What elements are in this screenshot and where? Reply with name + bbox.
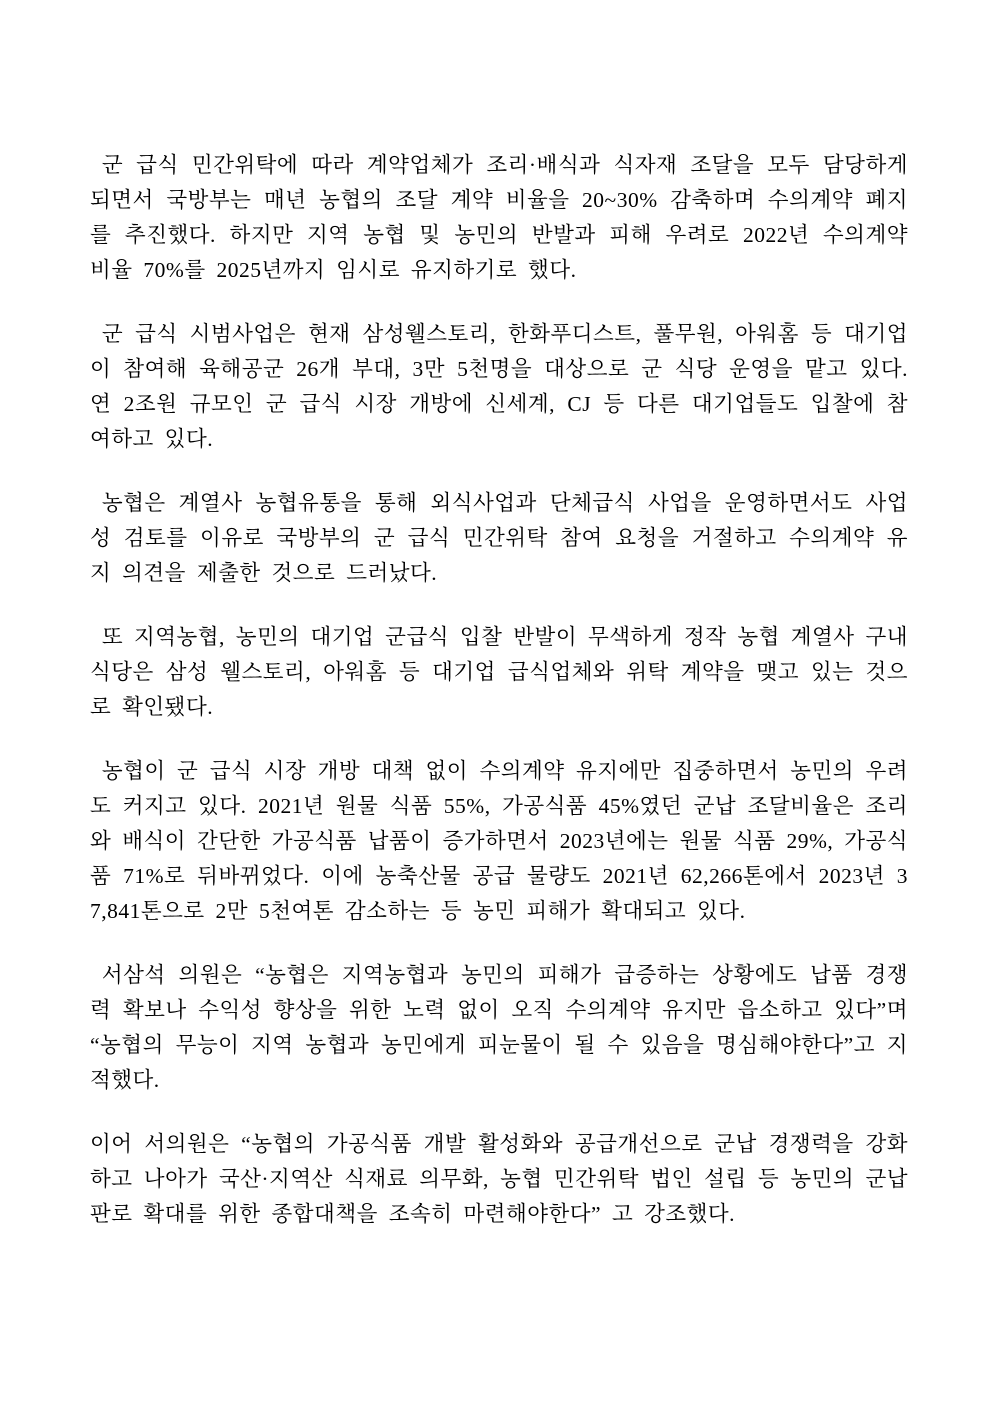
paragraph-6: 서삼석 의원은 “농협은 지역농협과 농민의 피해가 급증하는 상황에도 납품 경쟁력 확보나 수익성 향상을 위한 노력 없이 오직 수의계약 유지만 읍소하고 있다”며 “농협의 무능이 지역 농협과 농민에게 피눈물이 될 수 있음을 명심해야한다”고 지적했다. (90, 963, 908, 1092)
paragraph-4: 또 지역농협, 농민의 대기업 군급식 입찰 반발이 무색하게 정작 농협 계열사 구내식당은 삼성 웰스토리, 아워홈 등 대기업 급식업체와 위탁 계약을 맺고 있는 것으로 확인됐다. (90, 625, 908, 719)
paragraph-3: 농협은 계열사 농협유통을 통해 외식사업과 단체급식 사업을 운영하면서도 사업성 검토를 이유로 국방부의 군 급식 민간위탁 참여 요청을 거절하고 수의계약 유지 의견을 제출한 것으로 드러났다. (90, 491, 908, 585)
article-body (90, 148, 908, 1232)
paragraph-5: 농협이 군 급식 시장 개방 대책 없이 수의계약 유지에만 집중하면서 농민의 우려도 커지고 있다. 2021년 원물 식품 55%, 가공식품 45%였던 군납 조달비율은 조리와 배식이 간단한 가공식품 납품이 증가하면서 2023년에는 원물 식품 29%, 가공식품 71%로 뒤바뀌었다. 이에 농축산물 공급 물량도 2021년 62,266톤에서 2023년 37,841톤으로 2만 5천여톤 감소하는 등 농민 피해가 확대되고 있다. (90, 759, 908, 923)
paragraph-1: 군 급식 민간위탁에 따라 계약업체가 조리·배식과 식자재 조달을 모두 담당하게 되면서 국방부는 매년 농협의 조달 계약 비율을 20~30% 감축하며 수의계약 폐지를 추진했다. 하지만 지역 농협 및 농민의 반발과 피해 우려로 2022년 수의계약 비율 70%를 2025년까지 임시로 유지하기로 했다. (90, 153, 908, 282)
paragraph-2: 군 급식 시범사업은 현재 삼성웰스토리, 한화푸디스트, 풀무원, 아워홈 등 대기업이 참여해 육해공군 26개 부대, 3만 5천명을 대상으로 군 식당 운영을 맡고 있다. 연 2조원 규모인 군 급식 시장 개방에 신세계, CJ 등 다른 대기업들도 입찰에 참여하고 있다. (90, 322, 908, 451)
paragraph-7: 이어 서의원은 “농협의 가공식품 개발 활성화와 공급개선으로 군납 경쟁력을 강화하고 나아가 국산·지역산 식재료 의무화, 농협 민간위탁 법인 설립 등 농민의 군납 판로 확대를 위한 종합대책을 조속히 마련해야한다” 고 강조했다. (90, 1132, 908, 1226)
